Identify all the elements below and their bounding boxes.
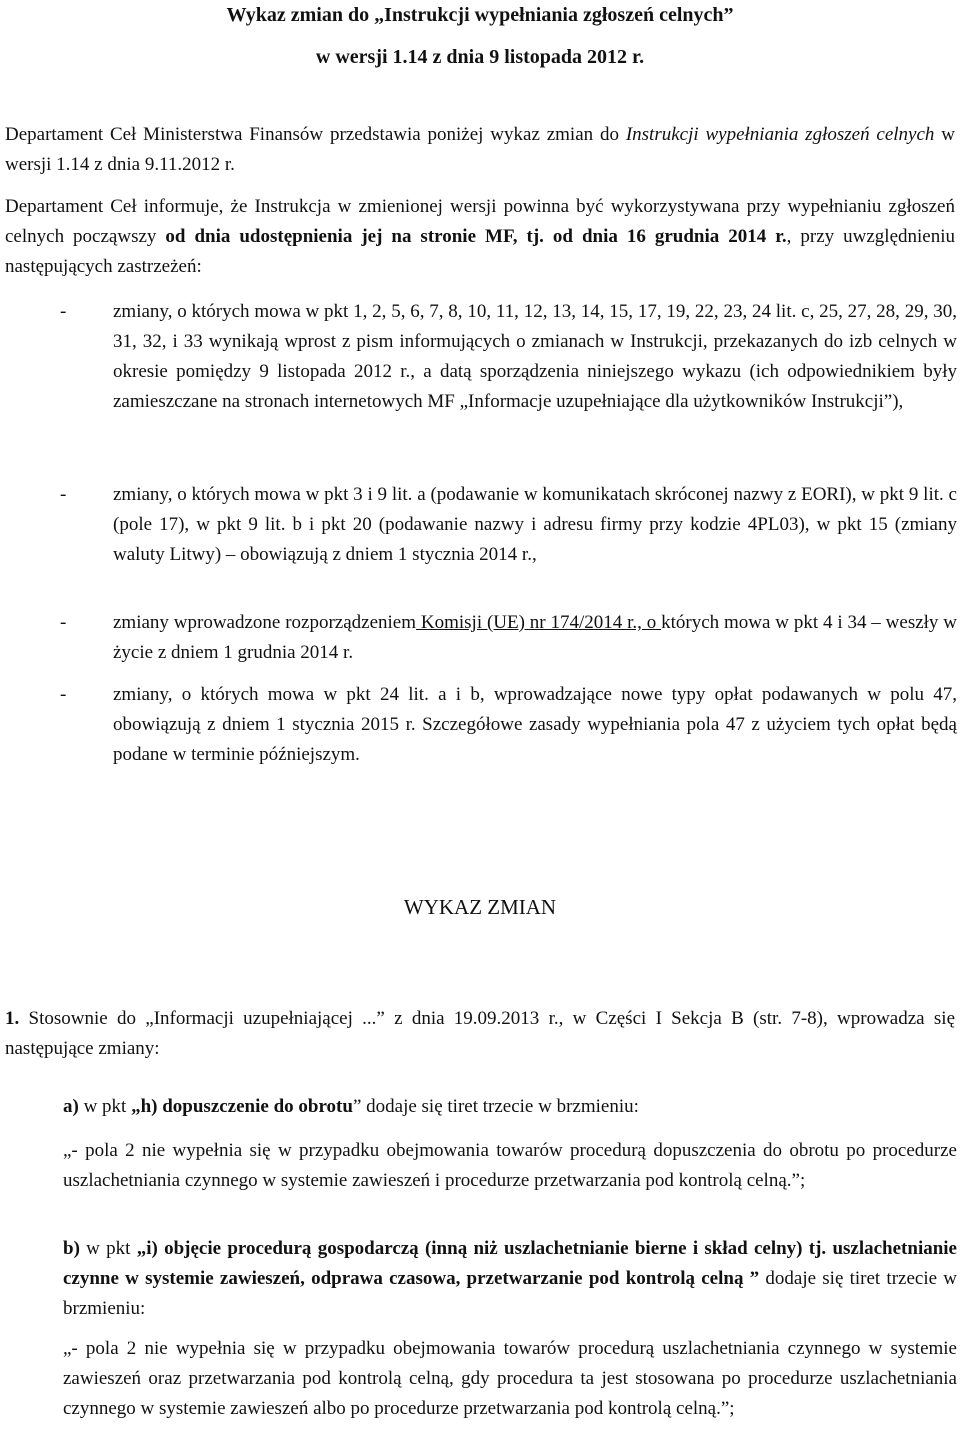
- sub-item-a-quote: „- pola 2 nie wypełnia się w przypadku obejmowania towarów procedurą dopuszczenia do obrotu po procedurze uszlachetniania czynnego w systemie zawieszeń i procedurze przetwarzania pod kontrolą celną.”;: [63, 1140, 957, 1191]
- bullet-dash: -: [60, 612, 67, 633]
- sub-item-letter: a): [63, 1096, 79, 1117]
- bullet-4: zmiany, o których mowa w pkt 24 lit. a i b, wprowadzające nowe typy opłat podawanych w polu 47, obowiązują z dniem 1 stycznia 2015 r. Szczegółowe zasady wypełniania pola 47 z użyciem tych opłat będą podane w terminie późniejszym.: [113, 684, 957, 765]
- title-line-1: Wykaz zmian do „Instrukcji wypełniania zgłoszeń celnych”: [226, 4, 734, 26]
- item-1: 1. Stosownie do „Informacji uzupełniającej ...” z dnia 19.09.2013 r., w Części I Sekcja B (str. 7-8), wprowadza się następujące zmiany:: [5, 1008, 955, 1059]
- sub-item-b: b) w pkt „i) objęcie procedurą gospodarczą (inną niż uszlachetnianie bierne i skład celny) tj. uszlachetnianie czynne w systemie zawieszeń, odprawa czasowa, przetwarzanie pod kontrolą celną ” dodaje się tiret trzecie w brzmieniu:: [63, 1238, 957, 1319]
- sub-item-b-title: „i) objęcie procedurą gospodarczą (inną niż uszlachetnianie bierne i skład celny) tj. uszlachetnianie czynne w systemie zawieszeń, odprawa czasowa, przetwarzanie pod kontrolą celną ”: [63, 1238, 957, 1289]
- sub-item-a-title: „h) dopuszczenie do obrotu: [131, 1096, 353, 1117]
- bullet-dash: -: [60, 301, 67, 322]
- bullet-2: zmiany, o których mowa w pkt 3 i 9 lit. a (podawanie w komunikatach skróconej nazwy z EORI), w pkt 9 lit. c (pole 17), w pkt 9 lit. b i pkt 20 (podawanie nazwy i adresu firmy przy kodzie 4PL03), w pkt 15 (zmiany waluty Litwy) – obowiązują z dniem 1 stycznia 2014 r.,: [113, 484, 957, 565]
- sub-item-b-quote: „- pola 2 nie wypełnia się w przypadku obejmowania towarów procedurą uszlachetniania czynnego w systemie zawieszeń oraz przetwarzania pod kontrolą celną, gdy procedura ta jest stosowana po procedurze uszlachetniania czynnego w systemie zawieszeń albo po procedurze przetwarzania pod kontrolą celną.”;: [63, 1338, 957, 1419]
- bullet-dash: -: [60, 484, 67, 505]
- document-title: [0, 0, 960, 72]
- intro-paragraph-1: Departament Ceł Ministerstwa Finansów przedstawia poniżej wykaz zmian do Instrukcji wypełniania zgłoszeń celnych w wersji 1.14 z dnia 9.11.2012 r.: [5, 124, 955, 175]
- bullet-1: zmiany, o których mowa w pkt 1, 2, 5, 6, 7, 8, 10, 11, 12, 13, 14, 15, 17, 19, 22, 23, 24 lit. c, 25, 27, 28, 29, 30, 31, 32, i 33 wynikają wprost z pism informujących o zmianach w Instrukcji, przekazanych do izb celnych w okresie pomiędzy 9 listopada 2012 r., a datą sporządzenia niniejszego wykazu (ich odpowiednikiem były zamieszczane na stronach internetowych MF „Informacje uzupełniające dla użytkowników Instrukcji”),: [113, 301, 957, 412]
- item-number: 1.: [5, 1008, 20, 1029]
- effective-date-bold: od dnia udostępnienia jej na stronie MF, tj. od dnia 16 grudnia 2014 r.: [165, 226, 787, 247]
- bullet-3: zmiany wprowadzone rozporządzeniem Komisji (UE) nr 174/2014 r., o których mowa w pkt 4 i 34 – weszły w życie z dniem 1 grudnia 2014 r.: [113, 612, 957, 663]
- intro-paragraph-2: Departament Ceł informuje, że Instrukcja w zmienionej wersji powinna być wykorzystywana przy wypełnianiu zgłoszeń celnych począwszy od dnia udostępnienia jej na stronie MF, tj. od dnia 16 grudnia 2014 r., przy uwzględnieniu następujących zastrzeżeń:: [5, 196, 956, 277]
- sub-item-a: a) w pkt „h) dopuszczenie do obrotu” dodaje się tiret trzecie w brzmieniu:: [63, 1096, 639, 1117]
- sub-item-letter: b): [63, 1238, 80, 1259]
- title-line-2: w wersji 1.14 z dnia 9 listopada 2012 r.: [315, 46, 645, 68]
- section-heading: WYKAZ ZMIAN: [403, 895, 557, 919]
- bullet-dash: -: [60, 684, 67, 705]
- regulation-reference: Komisji (UE) nr 174/2014 r., o: [416, 612, 662, 633]
- instruction-title-italic: Instrukcji wypełniania zgłoszeń celnych: [625, 124, 935, 145]
